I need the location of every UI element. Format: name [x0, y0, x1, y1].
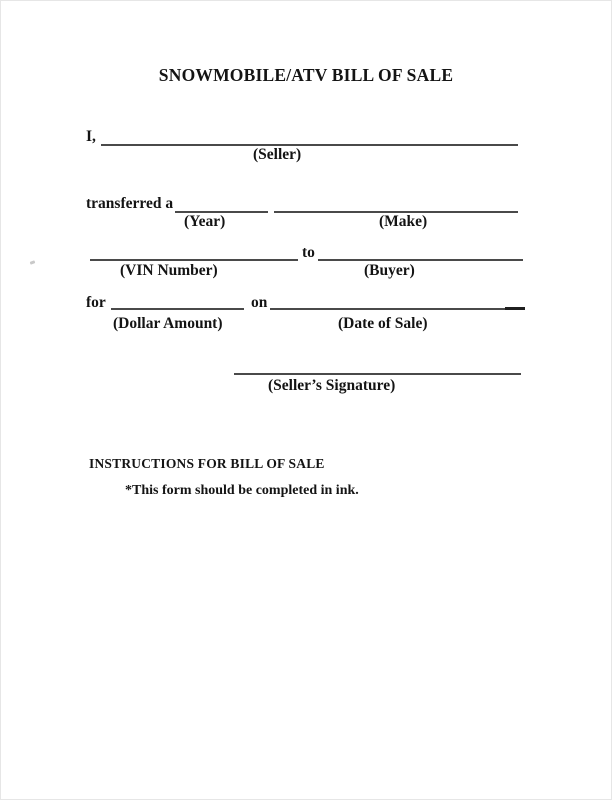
date-of-sale-field[interactable]	[270, 292, 525, 310]
make-field[interactable]	[274, 195, 518, 213]
page-title: SNOWMOBILE/ATV BILL OF SALE	[158, 65, 454, 85]
seller-signature-field[interactable]	[234, 357, 521, 375]
dollar-amount-field-label: (Dollar Amount)	[113, 315, 223, 332]
dollar-amount-field[interactable]	[111, 292, 244, 310]
instructions-heading: INSTRUCTIONS FOR BILL OF SALE	[89, 456, 325, 471]
make-field-label: (Make)	[379, 213, 428, 230]
year-field[interactable]	[175, 195, 268, 213]
on-connector-text: on	[251, 294, 268, 311]
to-connector-text: to	[302, 244, 315, 261]
intro-prefix-text: I,	[86, 128, 96, 145]
seller-name-field[interactable]	[101, 128, 518, 146]
scan-artifact-speck	[30, 260, 36, 265]
seller-signature-label: (Seller’s Signature)	[268, 377, 396, 394]
buyer-field[interactable]	[318, 243, 523, 261]
date-line-dark-segment	[505, 307, 525, 310]
seller-field-label: (Seller)	[253, 146, 302, 163]
transferred-prefix-text: transferred a	[86, 195, 174, 212]
vin-field-label: (VIN Number)	[120, 262, 218, 279]
buyer-field-label: (Buyer)	[364, 262, 415, 279]
instructions-note: *This form should be completed in ink.	[125, 483, 359, 498]
for-prefix-text: for	[86, 294, 106, 311]
year-field-label: (Year)	[184, 213, 226, 230]
date-of-sale-field-label: (Date of Sale)	[338, 315, 428, 332]
vin-field[interactable]	[90, 243, 298, 261]
